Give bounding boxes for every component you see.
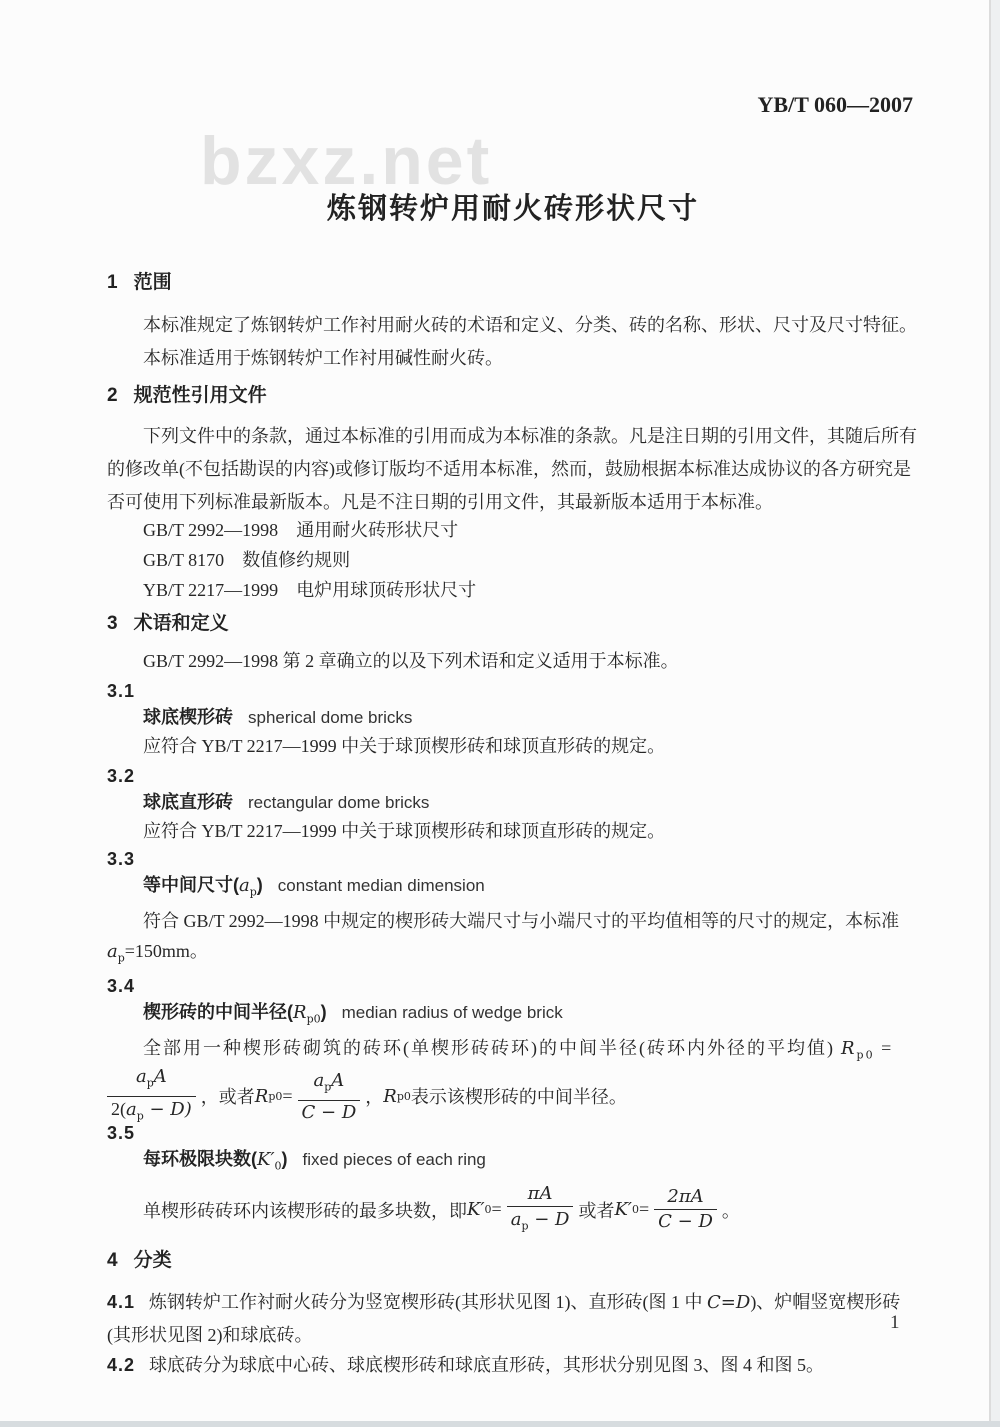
term-3-4-symbol-sub: p0 — [306, 1012, 321, 1026]
term-3-4-tail-text: 表示该楔形砖的中间半径。 — [410, 1087, 627, 1108]
term-3-3 — [107, 872, 893, 906]
var-A: A — [331, 1070, 345, 1092]
var-a: a — [135, 1066, 147, 1088]
references-paragraph-line-3: 否可使用下列标准最新版本。凡是不注日期的引用文件，其最新版本适用于本标准。 — [107, 492, 773, 512]
term-3-3-en: constant median dimension — [277, 876, 485, 895]
term-3-4 — [107, 999, 893, 1033]
fraction-denominator — [507, 1207, 574, 1238]
term-3-5-symbol: K′ — [257, 1149, 275, 1171]
watermark-text: bzxz.net — [200, 123, 493, 199]
clause-4-1-text-pre: 炼钢转炉工作衬耐火砖分为竖宽楔形砖(其形状见图 1)、直形砖(图 1 中 — [149, 1291, 708, 1312]
term-3-2-definition: 应符合 YB/T 2217—1999 中关于球顶楔形砖和球顶直形砖的规定。 — [143, 821, 666, 841]
term-3-3-definition-line-1: 符合 GB/T 2992—1998 中规定的楔形砖大端尺寸与小端尺寸的平均值相等的尺寸的规定，本标准 — [143, 910, 900, 931]
k0-symbol: K′ — [467, 1199, 485, 1221]
reference-item — [107, 575, 893, 605]
document-title: 炼钢转炉用耐火砖形状尺寸 — [326, 193, 699, 225]
sub-p: p — [146, 1076, 154, 1090]
equals-sign: = — [282, 1085, 293, 1106]
var-a: a — [510, 1208, 522, 1230]
term-3-3-symbol-sub: p — [249, 885, 257, 899]
or-text: 或者 — [578, 1200, 615, 1221]
fraction-denominator: C − D — [301, 1101, 357, 1123]
term-3-4-zh-post: ) — [320, 1002, 327, 1023]
clause-4-1-line-2: (其形状见图 2)和球底砖。 — [107, 1324, 313, 1345]
sub-p: p — [521, 1219, 529, 1233]
reference-title: 通用耐火砖形状尺寸 — [296, 520, 459, 540]
reference-item — [107, 515, 893, 545]
clause-4-2-number: 4.2 — [107, 1354, 136, 1375]
clause-2-title: 规范性引用文件 — [133, 385, 267, 406]
page-number: 1 — [890, 1312, 900, 1333]
fraction-denominator: C − D — [658, 1211, 713, 1233]
term-3-5-zh-pre: 每环极限块数( — [143, 1149, 257, 1170]
equals-sign: = — [491, 1199, 502, 1220]
standard-number: YB/T 060—2007 — [757, 92, 913, 117]
term-3-2-en: rectangular dome bricks — [248, 793, 430, 812]
clause-4-1-line-1 — [107, 1286, 901, 1319]
fraction-numerator — [298, 1069, 361, 1101]
equals-sign: = — [874, 1037, 894, 1058]
term-3-5-symbol-sub: 0 — [274, 1159, 282, 1173]
rp0-symbol-sub: p0 — [268, 1089, 283, 1103]
rp0-symbol: R — [840, 1037, 857, 1059]
clause-4-1-text-post: )、炉帽竖宽楔形砖 — [750, 1291, 901, 1312]
term-3-4-number: 3.4 — [107, 976, 136, 997]
term-3-5-number: 3.5 — [107, 1123, 136, 1144]
clause-1-title: 范围 — [133, 272, 172, 293]
sub-p: p — [324, 1080, 332, 1094]
clause-4-2-text: 球底砖分为球底中心砖、球底楔形砖和球底直形砖，其形状分别见图 3、图 4 和图 5。 — [149, 1354, 825, 1375]
term-3-3-definition-line-2 — [107, 936, 893, 974]
term-3-3-zh-post: ) — [256, 875, 263, 895]
rp0-symbol: R — [383, 1085, 397, 1107]
period: 。 — [721, 1200, 740, 1221]
k0-symbol-sub: 0 — [632, 1203, 639, 1217]
scope-paragraph-1: 本标准规定了炼钢转炉工作衬用耐火砖的术语和定义、分类、砖的名称、形状、尺寸及尺寸特征。 — [143, 315, 917, 335]
den-rest: − D) — [143, 1098, 192, 1120]
term-3-4-en: median radius of wedge brick — [341, 1003, 563, 1023]
den-rest: − D — [528, 1208, 570, 1230]
equals-sign: = — [639, 1199, 650, 1220]
term-3-5 — [107, 1146, 893, 1180]
fraction-k0-second — [654, 1186, 717, 1233]
fraction-numerator — [107, 1065, 196, 1097]
term-3-4-definition-line-1 — [107, 1033, 893, 1071]
clause-4-number: 4 — [107, 1249, 118, 1271]
clause-2-heading — [107, 383, 893, 409]
term-3-1-definition: 应符合 YB/T 2217—1999 中关于球顶楔形砖和球顶直形砖的规定。 — [143, 736, 666, 756]
term-3-1-zh: 球底楔形砖 — [143, 707, 233, 727]
term-3-5-zh-post: ) — [281, 1149, 288, 1170]
term-3-3-zh-pre: 等中间尺寸( — [143, 875, 239, 895]
clause-4-heading — [107, 1248, 893, 1274]
ap-value: =150mm。 — [124, 940, 208, 961]
clause-3-heading — [107, 611, 893, 637]
reference-code: GB/T 2992—1998 — [143, 520, 279, 540]
term-3-5-formula-line — [107, 1180, 893, 1240]
normative-references-list — [107, 515, 893, 605]
references-paragraph-line-1: 下列文件中的条款，通过本标准的引用而成为本标准的条款。凡是注日期的引用文件，其随后所有 — [143, 426, 917, 446]
term-3-5-en: fixed pieces of each ring — [302, 1150, 486, 1170]
scan-bottom-edge — [0, 1421, 1000, 1427]
rp0-symbol-sub: p0 — [396, 1089, 411, 1103]
k0-symbol-sub: 0 — [484, 1203, 492, 1217]
fraction-numerator: 2πA — [654, 1186, 717, 1210]
sub-p: p — [136, 1109, 144, 1123]
fraction-rp0-second — [298, 1069, 361, 1124]
ap-symbol: a — [107, 940, 118, 962]
clause-1-heading — [107, 270, 893, 296]
scope-paragraph-2: 本标准适用于炼钢转炉工作衬用碱性耐火砖。 — [143, 348, 503, 368]
den-coef: 2( — [111, 1098, 126, 1119]
clause-3-title: 术语和定义 — [133, 613, 229, 634]
clause-3-number: 3 — [107, 613, 118, 634]
term-3-3-symbol: a — [239, 875, 250, 896]
clause-4-1-number: 4.1 — [107, 1291, 136, 1312]
terms-intro: GB/T 2992—1998 第 2 章确立的以及下列术语和定义适用于本标准。 — [143, 651, 679, 671]
reference-item — [107, 545, 893, 575]
or-text: ，或者 — [200, 1087, 255, 1108]
references-paragraph-line-2: 的修改单(不包括勘误的内容)或修订版均不适用本标准，然而，鼓励根据本标准达成协议的各方研究是 — [107, 459, 911, 479]
clause-1-number: 1 — [107, 272, 118, 293]
var-a: a — [313, 1070, 325, 1092]
term-3-4-def-text: 全部用一种楔形砖砌筑的砖环(单楔形砖砖环)的中间半径(砖环内外径的平均值) — [143, 1037, 835, 1058]
term-3-5-lead-text: 单楔形砖砖环内该楔形砖的最多块数，即 — [143, 1200, 467, 1221]
clause-4-2 — [107, 1349, 893, 1381]
rp0-symbol-sub: p0 — [856, 1048, 875, 1062]
reference-title: 电炉用球顶砖形状尺寸 — [296, 580, 477, 600]
term-3-1 — [107, 704, 893, 731]
term-3-1-number: 3.1 — [107, 681, 136, 701]
rp0-symbol: R — [254, 1085, 269, 1107]
term-3-2 — [107, 789, 893, 816]
k0-symbol: K′ — [614, 1199, 632, 1221]
clause-4-title: 分类 — [133, 1249, 172, 1271]
reference-code: YB/T 2217—1999 — [143, 580, 279, 600]
fraction-rp0-first — [107, 1065, 196, 1127]
clause-2-number: 2 — [107, 385, 118, 406]
term-3-4-symbol: R — [293, 1002, 307, 1024]
comma: ， — [365, 1087, 384, 1108]
term-3-2-zh: 球底直形砖 — [143, 792, 233, 812]
term-3-4-formula-line — [107, 1066, 893, 1126]
fraction-k0-first — [507, 1183, 574, 1238]
var-a: a — [126, 1098, 137, 1120]
reference-title: 数值修约规则 — [242, 550, 351, 570]
fraction-numerator: πA — [507, 1183, 574, 1207]
reference-code: GB/T 8170 — [143, 550, 225, 570]
var-A: A — [153, 1066, 167, 1088]
term-3-1-en: spherical dome bricks — [248, 708, 413, 727]
term-3-3-number: 3.3 — [107, 849, 136, 869]
document-body — [107, 264, 917, 1381]
ap-symbol-sub: p — [117, 951, 125, 965]
term-3-2-number: 3.2 — [107, 766, 136, 786]
cd-variables: C=D — [707, 1291, 751, 1313]
term-3-4-zh-pre: 楔形砖的中间半径( — [143, 1002, 293, 1023]
